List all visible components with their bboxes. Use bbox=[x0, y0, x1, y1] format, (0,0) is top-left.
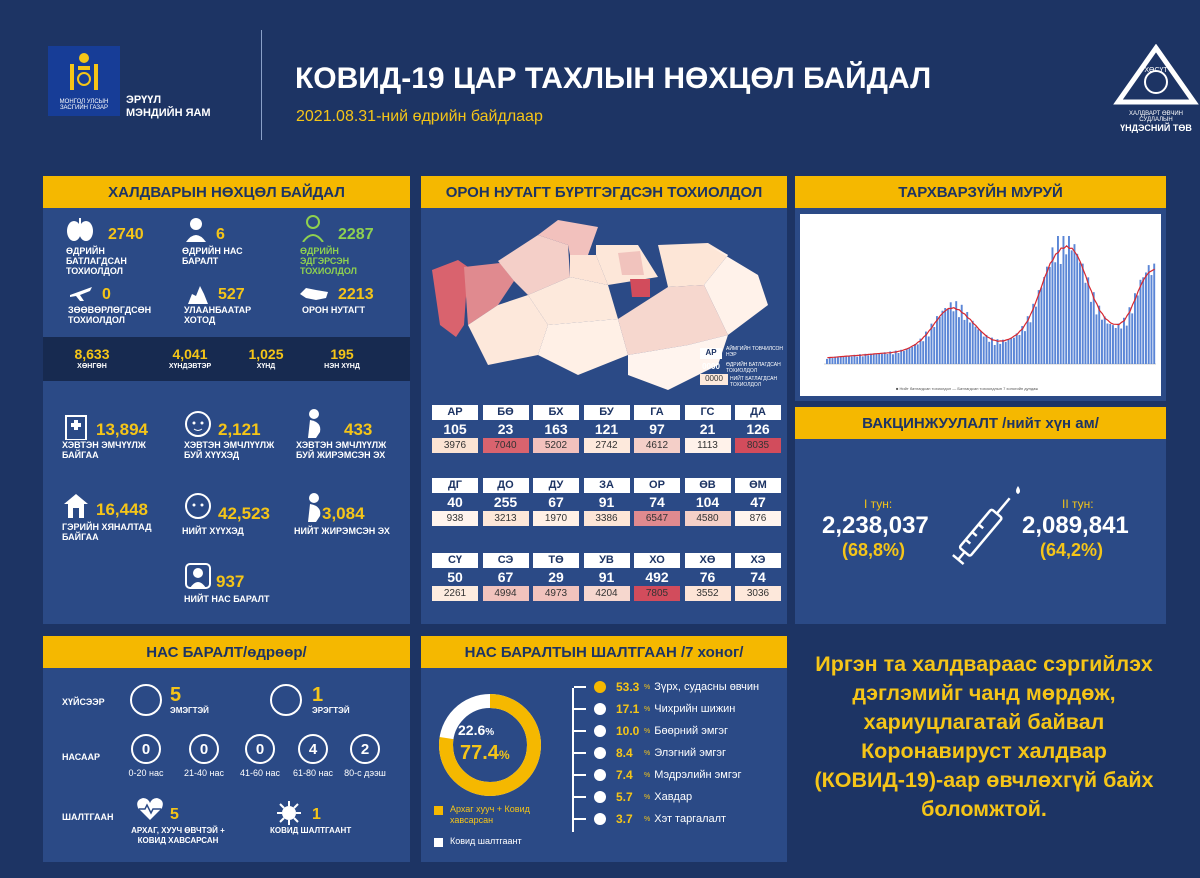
severity-critical-label: НЭН ХҮНД bbox=[324, 363, 360, 370]
home-icon bbox=[62, 492, 90, 518]
cause-row: 5.7 % Хавдар bbox=[574, 786, 786, 808]
daily-recovered-value: 2287 bbox=[338, 226, 374, 243]
epi-curve-chart bbox=[800, 214, 1161, 396]
ministry-name-2: МЭНДИЙН ЯАМ bbox=[126, 107, 211, 119]
age-label: 0-20 нас bbox=[128, 768, 164, 778]
province-code: ДУ bbox=[533, 478, 579, 493]
female-label: ЭМЭГТЭЙ bbox=[170, 706, 209, 715]
rural-label: ОРОН НУТАГТ bbox=[302, 305, 366, 315]
province-card bbox=[432, 478, 478, 526]
province-card bbox=[634, 405, 680, 453]
heart-icon bbox=[594, 681, 606, 693]
epi-caption: ■ Нийт батлагдсан тохиолдол — Батлагдсан тохиолдлын 7 хоногийн дундаж bbox=[896, 386, 1039, 391]
province-card bbox=[584, 405, 630, 453]
by-age-label: НАСААР bbox=[62, 752, 101, 762]
province-card bbox=[735, 405, 781, 453]
virus-icon bbox=[276, 800, 302, 826]
province-total: 7805 bbox=[634, 586, 680, 601]
page-subtitle: 2021.08.31-ний өдрийн байдлаар bbox=[296, 108, 543, 125]
province-code: БУ bbox=[584, 405, 630, 420]
rural-value: 2213 bbox=[338, 286, 374, 303]
province-code: БӨ bbox=[483, 405, 529, 420]
province-total: 876 bbox=[735, 511, 781, 526]
by-sex-label: ХҮЙСЭЭР bbox=[62, 697, 105, 707]
center-logo bbox=[1112, 44, 1200, 133]
age-label: 21-40 нас bbox=[184, 768, 224, 778]
ministry-line1: МОНГОЛ УЛСЫН bbox=[59, 99, 109, 105]
total-pregnant-value: 3,084 bbox=[322, 504, 365, 523]
province-total: 4580 bbox=[685, 511, 731, 526]
dose2-pct: (64,2%) bbox=[1040, 540, 1104, 560]
province-card bbox=[634, 553, 680, 601]
legend-chronic-swatch bbox=[434, 806, 443, 815]
province-code: ӨМ bbox=[735, 478, 781, 493]
province-card bbox=[483, 405, 529, 453]
dose2-value: 2,089,841 bbox=[1022, 512, 1129, 539]
province-card bbox=[634, 478, 680, 526]
cause-label: Зүрх, судасны өвчин bbox=[654, 681, 760, 693]
province-total: 4973 bbox=[533, 586, 579, 601]
cause-label: Элэгний эмгэг bbox=[654, 747, 727, 759]
imported-value: 0 bbox=[102, 286, 111, 303]
province-daily: 21 bbox=[699, 421, 716, 437]
province-total: 3213 bbox=[483, 511, 529, 526]
liver-icon bbox=[594, 747, 606, 759]
center-line1: ХАЛДВАРТ ӨВЧИН СУДЛАЛЫН bbox=[1128, 111, 1184, 123]
province-card bbox=[735, 553, 781, 601]
cause-list bbox=[574, 676, 786, 846]
cause-pct: 17.1 bbox=[616, 702, 640, 716]
child-icon bbox=[184, 492, 212, 520]
province-daily: 91 bbox=[598, 494, 615, 510]
province-code: ОР bbox=[634, 478, 680, 493]
province-daily: 50 bbox=[447, 569, 463, 585]
legend-covid-swatch bbox=[434, 838, 443, 847]
dose1-pct: (68,8%) bbox=[842, 540, 906, 560]
cause-row: 8.4 % Элэгний эмгэг bbox=[574, 742, 786, 764]
daily-confirmed-label: ӨДРИЙН БАТЛАГДСАН ТОХИОЛДОЛ bbox=[66, 246, 127, 276]
province-total: 8035 bbox=[735, 438, 781, 453]
province-daily: 126 bbox=[746, 421, 770, 437]
statue-icon bbox=[184, 280, 212, 306]
cause-row: 10.0 % Бөөрний эмгэг bbox=[574, 720, 786, 742]
cause-label: Бөөрний эмгэг bbox=[654, 725, 729, 737]
province-daily: 105 bbox=[443, 421, 467, 437]
province-card bbox=[685, 553, 731, 601]
daily-deaths-value: 6 bbox=[216, 226, 225, 243]
province-daily: 40 bbox=[447, 494, 463, 510]
province-code: ЗА bbox=[584, 478, 630, 493]
cause-pct: 7.4 bbox=[616, 768, 633, 782]
province-daily: 255 bbox=[493, 494, 518, 510]
dose1-value: 2,238,037 bbox=[822, 512, 929, 539]
cause-row: 17.1 % Чихрийн шижин bbox=[574, 698, 786, 720]
legend-label-3: НИЙТ БАТЛАГДСАН ТОХИОЛДОЛ bbox=[730, 376, 778, 388]
province-daily: 74 bbox=[750, 569, 766, 585]
province-daily: 23 bbox=[497, 421, 514, 437]
male-icon bbox=[270, 684, 302, 716]
center-logo-text: ХӨСҮТ bbox=[1144, 67, 1168, 74]
soyombo-icon bbox=[48, 46, 120, 94]
brain-icon bbox=[594, 769, 606, 781]
province-total: 938 bbox=[432, 511, 478, 526]
dose2-label: II тун: bbox=[1062, 497, 1094, 511]
province-total: 7040 bbox=[483, 438, 529, 453]
cause-label: Хавдар bbox=[654, 791, 693, 803]
daily-deaths-label: ӨДРИЙН НАС БАРАЛТ bbox=[182, 246, 243, 266]
province-card bbox=[735, 478, 781, 526]
province-card bbox=[483, 478, 529, 526]
legend-value-1: 0000 bbox=[702, 362, 720, 371]
ulaanbaatar-label: УЛААНБААТАР ХОТОД bbox=[184, 305, 252, 325]
province-card bbox=[685, 405, 731, 453]
sugar-icon bbox=[594, 703, 606, 715]
home-care-label: ГЭРИЙН ХЯНАЛТАД БАЙГАА bbox=[62, 522, 152, 542]
age-count: 2 bbox=[350, 734, 380, 764]
home-care-value: 16,448 bbox=[96, 500, 148, 519]
province-daily: 76 bbox=[699, 569, 716, 585]
legend-label-1: АЙМГИЙН ТОВЧИЛСОН НЭР bbox=[726, 346, 784, 358]
hosp-children-label: ХЭВТЭН ЭМЧЛҮҮЛЖ БУЙ ХҮҮХЭД bbox=[184, 440, 275, 460]
province-code: ГА bbox=[634, 405, 680, 420]
local-panel-title: ОРОН НУТАГТ БҮРТГЭГДСЭН ТОХИОЛДОЛ bbox=[421, 176, 787, 208]
age-count: 0 bbox=[189, 734, 219, 764]
cause-pct: 8.4 bbox=[616, 746, 633, 760]
province-daily: 47 bbox=[750, 494, 766, 510]
province-code: СҮ bbox=[432, 553, 478, 568]
province-daily: 121 bbox=[594, 421, 619, 437]
province-total: 4204 bbox=[584, 586, 630, 601]
legend-code: АР bbox=[700, 348, 722, 359]
province-code: ДО bbox=[483, 478, 529, 493]
province-total: 2261 bbox=[432, 586, 478, 601]
mongolia-map-icon bbox=[298, 286, 330, 302]
cause-pct: 10.0 bbox=[616, 724, 640, 738]
total-children-label: НИЙТ ХҮҮХЭД bbox=[182, 526, 244, 536]
age-label: 41-60 нас bbox=[240, 768, 280, 778]
hosp-pregnant-label: ХЭВТЭН ЭМЧЛҮҮЛЖ БУЙ ЖИРЭМСЭН ЭХ bbox=[296, 440, 387, 460]
page-title: КОВИД-19 ЦАР ТАХЛЫН НӨХЦӨЛ БАЙДАЛ bbox=[295, 62, 932, 95]
female-icon bbox=[130, 684, 162, 716]
age-count: 0 bbox=[245, 734, 275, 764]
province-code: ХӨ bbox=[685, 553, 731, 568]
severity-mild-value: 8,633 bbox=[74, 346, 110, 362]
dose1-label: I тун: bbox=[864, 497, 893, 511]
province-card bbox=[584, 478, 630, 526]
imported-label: ЗӨӨВӨРЛӨГДСӨН ТОХИОЛДОЛ bbox=[68, 305, 152, 325]
province-daily: 74 bbox=[649, 494, 665, 510]
syringe-icon bbox=[944, 480, 1028, 576]
kidney-icon bbox=[594, 725, 606, 737]
province-daily: 163 bbox=[544, 421, 568, 437]
hospitalized-value: 13,894 bbox=[96, 420, 148, 439]
cause-row: 3.7 % Хэт таргалалт bbox=[574, 808, 786, 830]
province-total: 6547 bbox=[634, 511, 680, 526]
header-divider bbox=[261, 30, 262, 140]
cause-pct: 53.3 bbox=[616, 680, 640, 694]
province-daily: 29 bbox=[548, 569, 564, 585]
causes-panel-title: НАС БАРАЛТЫН ШАЛТГААН /7 хоног/ bbox=[421, 636, 787, 668]
province-card bbox=[533, 405, 579, 453]
age-label: 61-80 нас bbox=[293, 768, 333, 778]
province-card bbox=[533, 478, 579, 526]
covid-label: КОВИД ШАЛТГААНТ bbox=[270, 826, 352, 835]
daily-recovered-label: ӨДРИЙН ЭДГЭРСЭН ТОХИОЛДОЛ bbox=[300, 246, 357, 276]
donut-big-value: 77.4 bbox=[460, 742, 499, 764]
heartbeat-icon bbox=[135, 796, 165, 822]
province-daily: 91 bbox=[598, 569, 615, 585]
age-count: 4 bbox=[298, 734, 328, 764]
vaccine-panel-title: ВАКЦИНЖУУЛАЛТ /нийт хүн ам/ bbox=[795, 407, 1166, 439]
province-total: 5202 bbox=[533, 438, 579, 453]
daily-confirmed-value: 2740 bbox=[108, 226, 144, 243]
province-code: БХ bbox=[533, 405, 579, 420]
severity-critical-value: 195 bbox=[330, 346, 354, 362]
province-code: УВ bbox=[584, 553, 630, 568]
province-card bbox=[432, 553, 478, 601]
total-children-value: 42,523 bbox=[218, 504, 270, 523]
province-total: 3976 bbox=[432, 438, 478, 453]
total-pregnant-label: НИЙТ ЖИРЭМСЭН ЭХ bbox=[294, 526, 390, 536]
infection-panel-title: ХАЛДВАРЫН НӨХЦӨЛ БАЙДАЛ bbox=[43, 176, 410, 208]
deaths-daily-title: НАС БАРАЛТ/өдрөөр/ bbox=[43, 636, 410, 668]
recovered-person-icon bbox=[300, 214, 326, 242]
cause-pct: 5.7 bbox=[616, 790, 633, 804]
province-card bbox=[483, 553, 529, 601]
cause-label: Хэт таргалалт bbox=[654, 813, 727, 825]
province-total: 4612 bbox=[634, 438, 680, 453]
death-total-icon bbox=[184, 562, 212, 590]
province-card bbox=[685, 478, 731, 526]
province-code: АР bbox=[432, 405, 478, 420]
age-count: 0 bbox=[131, 734, 161, 764]
province-daily: 104 bbox=[695, 494, 720, 510]
province-code: ӨВ bbox=[685, 478, 731, 493]
province-total: 2742 bbox=[584, 438, 630, 453]
severity-severe-value: 1,025 bbox=[248, 346, 284, 362]
province-code: ХО bbox=[634, 553, 680, 568]
province-code: ДА bbox=[735, 405, 781, 420]
province-daily: 492 bbox=[645, 569, 669, 585]
province-total: 3036 bbox=[735, 586, 781, 601]
province-daily: 67 bbox=[497, 569, 514, 585]
obesity-icon bbox=[594, 813, 606, 825]
airplane-icon bbox=[68, 283, 94, 303]
province-code: ГС bbox=[685, 405, 731, 420]
male-value: 1 bbox=[312, 684, 324, 706]
province-total: 3386 bbox=[584, 511, 630, 526]
person-death-icon bbox=[184, 216, 208, 242]
legend-value-3: 0000 bbox=[700, 374, 728, 385]
tumor-icon bbox=[594, 791, 606, 803]
cause-row: 7.4 % Мэдрэлийн эмгэг bbox=[574, 764, 786, 786]
hospitalized-label: ХЭВТЭН ЭМЧҮҮЛЖ БАЙГАА bbox=[62, 440, 146, 460]
province-code: ДГ bbox=[432, 478, 478, 493]
lungs-icon bbox=[66, 218, 94, 242]
by-cause-label: ШАЛТГААН bbox=[62, 812, 114, 822]
total-deaths-label: НИЙТ НАС БАРАЛТ bbox=[184, 594, 270, 604]
epi-panel-title: ТАРХВАРЗҮЙН МУРУЙ bbox=[795, 176, 1166, 208]
severity-moderate-label: ХҮНДЭВТЭР bbox=[168, 363, 212, 370]
age-label: 80-с дээш bbox=[344, 768, 386, 778]
covid-value: 1 bbox=[312, 806, 321, 823]
government-logo bbox=[48, 46, 120, 116]
province-code: ХЭ bbox=[735, 553, 781, 568]
center-line2: ҮНДЭСНИЙ ТӨВ bbox=[1120, 123, 1192, 133]
cause-pct: 3.7 bbox=[616, 812, 633, 826]
baby-icon bbox=[184, 410, 212, 438]
province-daily: 67 bbox=[548, 494, 564, 510]
province-code: СЭ bbox=[483, 553, 529, 568]
province-total: 4994 bbox=[483, 586, 529, 601]
province-card bbox=[432, 405, 478, 453]
cause-label: Чихрийн шижин bbox=[654, 703, 736, 715]
chronic-value: 5 bbox=[170, 806, 179, 823]
hosp-pregnant-value: 433 bbox=[344, 420, 373, 439]
cause-row: 53.3 % Зүрх, судасны өвчин bbox=[574, 676, 786, 698]
male-label: ЭРЭГТЭЙ bbox=[312, 706, 350, 715]
female-value: 5 bbox=[170, 684, 182, 706]
total-deaths-value: 937 bbox=[216, 572, 245, 591]
province-code: ТӨ bbox=[533, 553, 579, 568]
chronic-label: АРХАГ, ХУУЧ ӨВЧТЭЙ + КОВИД ХАВСАРСАН bbox=[131, 826, 225, 845]
legend-chronic-label: Архаг хууч + Ковид хавсарсан bbox=[450, 804, 530, 825]
ulaanbaatar-value: 527 bbox=[218, 286, 245, 303]
province-total: 3552 bbox=[685, 586, 731, 601]
severity-mild-label: ХӨНГӨН bbox=[77, 363, 107, 370]
province-card bbox=[533, 553, 579, 601]
ministry-line2: ЗАСГИЙН ГАЗАР bbox=[59, 105, 109, 111]
severity-moderate-value: 4,041 bbox=[172, 346, 208, 362]
hosp-children-value: 2,121 bbox=[218, 420, 261, 439]
ministry-name-1: ЭРҮҮЛ bbox=[126, 94, 162, 106]
epi-chart-area bbox=[800, 214, 1161, 396]
donut-small-value: 22.6 bbox=[458, 722, 486, 738]
legend-covid-label: Ковид шалтгаант bbox=[450, 836, 522, 846]
cause-label: Мэдрэлийн эмгэг bbox=[654, 769, 742, 781]
province-card bbox=[584, 553, 630, 601]
province-total: 1113 bbox=[685, 438, 731, 453]
province-total: 1970 bbox=[533, 511, 579, 526]
severity-severe-label: ХҮНД bbox=[256, 363, 276, 370]
province-daily: 97 bbox=[649, 421, 665, 437]
prevention-message: Иргэн та халдвараас сэргийлэх дэглэмийг чанд мөрдөж, хариуцлагатай байвал Коронавируст халдвар (КОВИД-19)-аар өвчлөхгүй байх боломжтой. bbox=[814, 652, 1154, 821]
pregnant-icon bbox=[302, 408, 326, 438]
legend-label-2: ӨДРИЙН БАТЛАГДСАН ТОХИОЛДОЛ bbox=[726, 362, 781, 374]
hospital-icon bbox=[62, 410, 90, 440]
